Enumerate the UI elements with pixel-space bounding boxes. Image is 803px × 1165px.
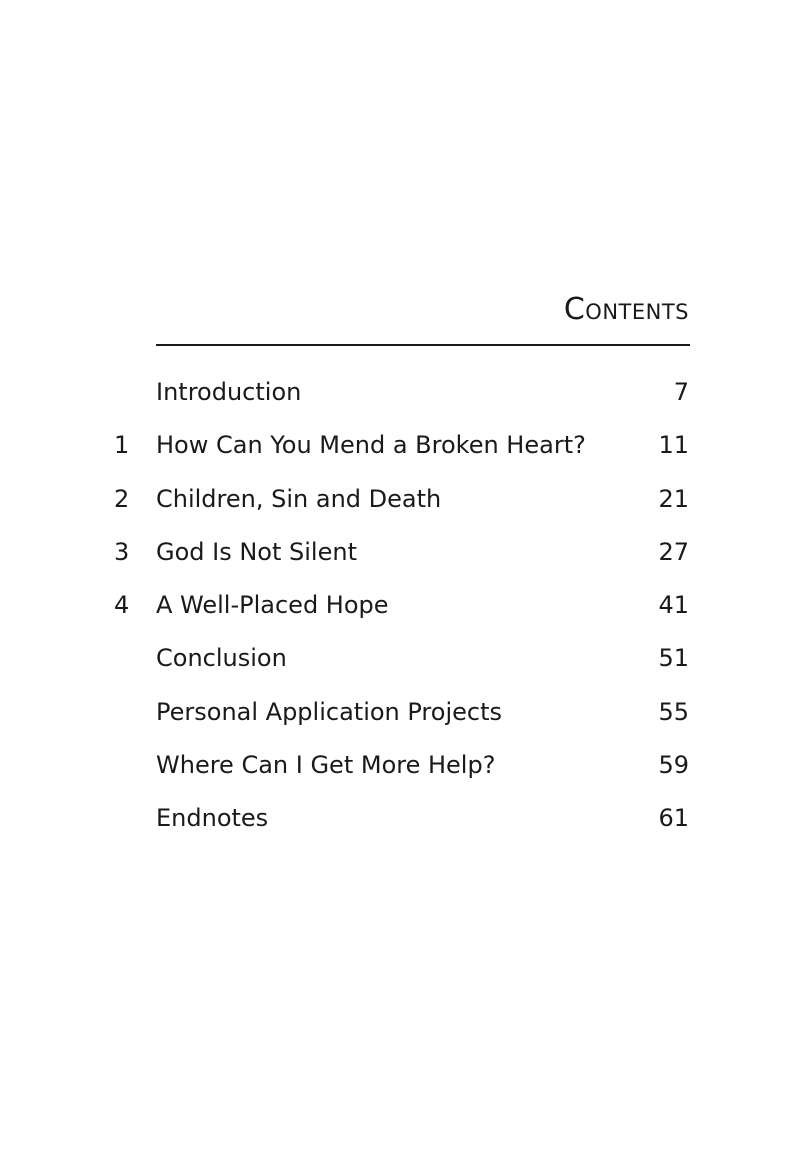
page-number: 27: [658, 537, 689, 566]
toc-entry-conclusion: [0, 636, 803, 689]
toc-entry-chapter-3: [0, 530, 803, 583]
toc-entry-introduction: [0, 370, 803, 423]
chapter-number: 2: [114, 484, 130, 513]
page-number: 51: [658, 644, 689, 673]
toc-entry-endnotes: [0, 796, 803, 849]
entry-title: God Is Not Silent: [156, 537, 357, 566]
chapter-number: 4: [114, 591, 130, 620]
entry-title: Conclusion: [156, 644, 287, 673]
page-number: 41: [658, 591, 689, 620]
toc-entry-chapter-4: [0, 583, 803, 636]
entry-title: Endnotes: [156, 804, 269, 833]
entry-title: Introduction: [156, 378, 302, 406]
chapter-number: 1: [114, 431, 130, 460]
toc-entry-more-help: [0, 743, 803, 796]
entry-title: Personal Application Projects: [156, 697, 502, 726]
toc-entry-chapter-1: [0, 423, 803, 476]
entry-title: Children, Sin and Death: [156, 484, 442, 513]
page-number: 21: [658, 484, 689, 513]
entry-title: Where Can I Get More Help?: [156, 751, 496, 780]
page-number: 55: [658, 697, 689, 726]
page-number: 11: [658, 431, 689, 460]
entry-title: A Well-Placed Hope: [156, 591, 389, 620]
page-number: 7: [673, 378, 689, 406]
toc-entry-chapter-2: [0, 477, 803, 530]
page-title: Contents: [563, 292, 689, 327]
title-divider: [156, 344, 690, 346]
table-of-contents: [0, 370, 803, 850]
page-number: 61: [658, 804, 689, 833]
page-number: 59: [658, 751, 689, 780]
entry-title: How Can You Mend a Broken Heart?: [156, 431, 586, 460]
toc-entry-projects: [0, 690, 803, 743]
chapter-number: 3: [114, 537, 130, 566]
